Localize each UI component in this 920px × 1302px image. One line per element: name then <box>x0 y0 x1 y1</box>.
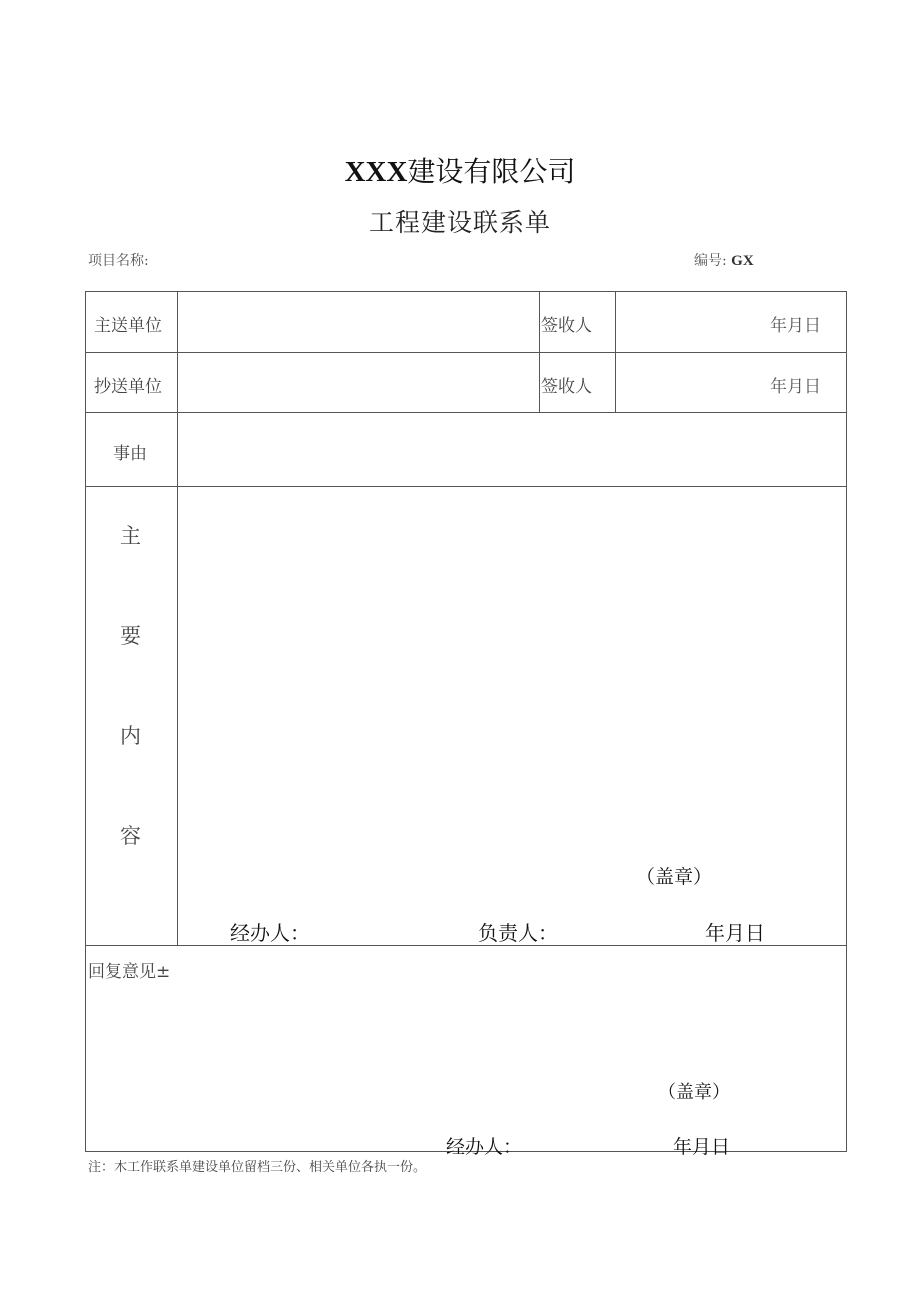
signer-column-divider <box>539 291 540 413</box>
main-responsible-label: 负责人： <box>478 921 558 945</box>
reply-opinion-label: 回复意见± <box>88 962 171 982</box>
reply-date-label: 年月日 <box>673 1136 731 1158</box>
main-recipient-signer-label: 签收人 <box>541 316 592 336</box>
table-border-top <box>85 291 847 292</box>
footer-note: 注：木工作联系单建设单位留档三份、相关单位各执一份。 <box>88 1160 427 1175</box>
table-border-left <box>85 291 86 1152</box>
row-divider-2 <box>85 412 847 413</box>
form-number-value: GX <box>731 253 754 269</box>
table-border-right <box>846 291 847 1152</box>
cc-recipient-label: 抄送单位 <box>94 377 162 397</box>
cc-recipient-date: 年月日 <box>770 377 821 397</box>
reason-label: 事由 <box>113 444 147 464</box>
main-recipient-label: 主送单位 <box>94 316 162 336</box>
reply-seal-label: （盖章） <box>658 1082 730 1103</box>
form-title: 工程建设联系单 <box>368 208 551 237</box>
main-content-label-char-2: 要 <box>120 624 141 648</box>
main-recipient-date: 年月日 <box>770 316 821 336</box>
main-content-label-char-3: 内 <box>120 724 141 748</box>
company-name <box>0 150 920 190</box>
cc-recipient-signer-label: 签收人 <box>541 377 592 397</box>
main-content-label-char-4: 容 <box>120 824 141 848</box>
main-handler-label: 经办人： <box>230 921 310 945</box>
label-column-divider <box>177 291 178 946</box>
reply-handler-label: 经办人： <box>446 1136 523 1158</box>
date-column-divider <box>615 291 616 413</box>
company-prefix: XXX <box>344 156 408 188</box>
project-name-label: 项目名称: <box>88 253 149 269</box>
main-content-label-char-1: 主 <box>120 524 141 548</box>
row-divider-1 <box>85 352 847 353</box>
main-seal-label: （盖章） <box>636 866 713 888</box>
main-date-label: 年月日 <box>705 921 765 945</box>
form-number <box>694 250 754 270</box>
row-divider-3 <box>85 486 847 487</box>
company-name-text: 建设有限公司 <box>407 155 576 188</box>
form-number-label: 编号: <box>694 253 727 269</box>
